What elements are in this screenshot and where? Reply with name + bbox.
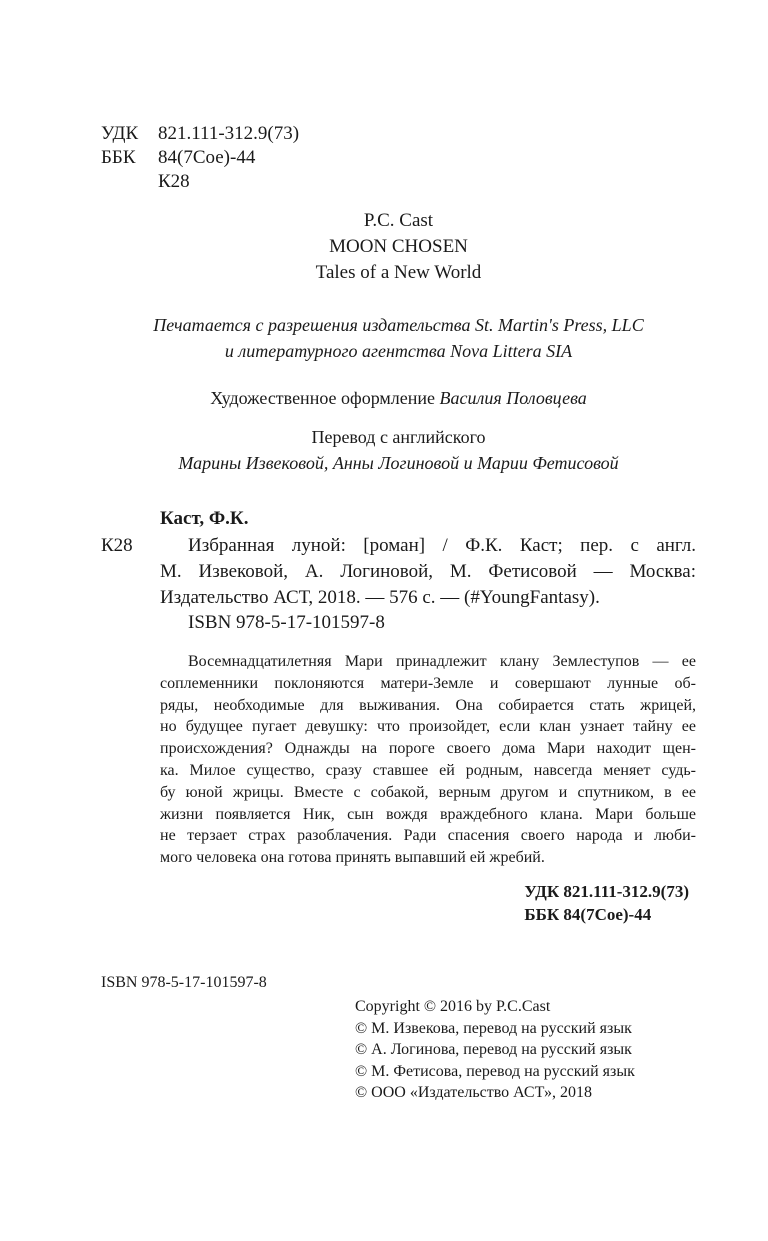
translation-credit [80, 424, 717, 476]
annotation-line: соплеменники поклоняются матери-Земле и совершают лунные об- [160, 674, 696, 692]
udk-bottom: УДК 821.111-312.9(73) [524, 882, 689, 901]
art-design-credit [80, 385, 717, 411]
annotation-line: Восемнадцатилетняя Мари принадлежит клану Землеступов — ее [188, 653, 696, 670]
art-designer-name: Василия Половцева [439, 388, 587, 408]
annotation-line: но будущее пугает девушку: что произойдет, если клан узнает тайну ее [160, 718, 696, 736]
art-design-prefix: Художественное оформление [210, 388, 440, 408]
udk-bbk-bottom [524, 880, 689, 926]
udk-label: УДК [101, 123, 139, 144]
annotation-line: бу юной жрицы. Вместе с собакой, верным другом и спутником, в ее [160, 783, 696, 801]
biblio-isbn: ISBN 978-5-17-101597-8 [188, 612, 385, 633]
annotation-line: ка. Милое существо, сразу ставшее ей родным, навсегда меняет судь- [160, 761, 696, 779]
udk-value: 821.111-312.9(73) [158, 123, 300, 144]
biblio-sign: К28 [101, 535, 133, 556]
author-sign: К28 [158, 171, 190, 192]
bbk-bottom: ББК 84(7Сое)-44 [524, 905, 652, 924]
annotation-line: ряды, необходимые для выживания. Она собирается стать жрицей, [160, 696, 696, 714]
copyright-line: © М. Фетисова, перевод на русский язык [355, 1062, 635, 1080]
biblio-record [160, 533, 696, 611]
annotation-line: происхождения? Однажды на пороге своего дома Мари находит щен- [160, 740, 696, 758]
biblio-line: Избранная луной: [роман] / Ф.К. Каст; пер. с англ. [188, 535, 696, 556]
bbk-value: 84(7Сое)-44 [158, 147, 256, 168]
annotation-line: жизни появляется Ник, сын вождя враждебного клана. Мари больше [160, 805, 696, 823]
copyright-line: Copyright © 2016 by P.C.Cast [355, 998, 551, 1015]
annotation-line: не терзает страх разоблачения. Ради спасения своего народа и люби- [160, 827, 696, 845]
biblio-author: Каст, Ф.К. [160, 508, 249, 529]
permission-line: Печатается с разрешения издательства St. Martin's Press, LLC [153, 315, 644, 335]
annotation-line: мого человека она готова принять выпавший ей жребий. [160, 849, 545, 867]
permission-notice [80, 312, 717, 364]
original-title-block [80, 208, 717, 286]
biblio-line: М. Извековой, А. Логиновой, М. Фетисовой — Москва: [160, 561, 696, 582]
biblio-line: Издательство АСТ, 2018. — 576 с. — (#YoungFantasy). [160, 587, 600, 608]
copyright-block [355, 996, 635, 1104]
permission-line: и литературного агентства Nova Littera SIA [224, 341, 573, 361]
original-title: MOON CHOSEN [329, 236, 468, 257]
bbk-label: ББК [101, 147, 136, 168]
original-author: P.C. Cast [363, 210, 434, 231]
udk-bbk-block [101, 122, 299, 194]
translators-names: Марины Извековой, Анны Логиновой и Марии Фетисовой [178, 453, 619, 473]
annotation [160, 651, 696, 869]
isbn-bottom: ISBN 978-5-17-101597-8 [101, 974, 267, 991]
translation-label: Перевод с английского [311, 427, 486, 447]
copyright-line: © М. Извекова, перевод на русский язык [355, 1019, 632, 1037]
copyright-line: © А. Логинова, перевод на русский язык [355, 1041, 632, 1058]
original-series: Tales of a New World [315, 262, 482, 283]
copyright-line: © ООО «Издательство АСТ», 2018 [355, 1084, 592, 1101]
